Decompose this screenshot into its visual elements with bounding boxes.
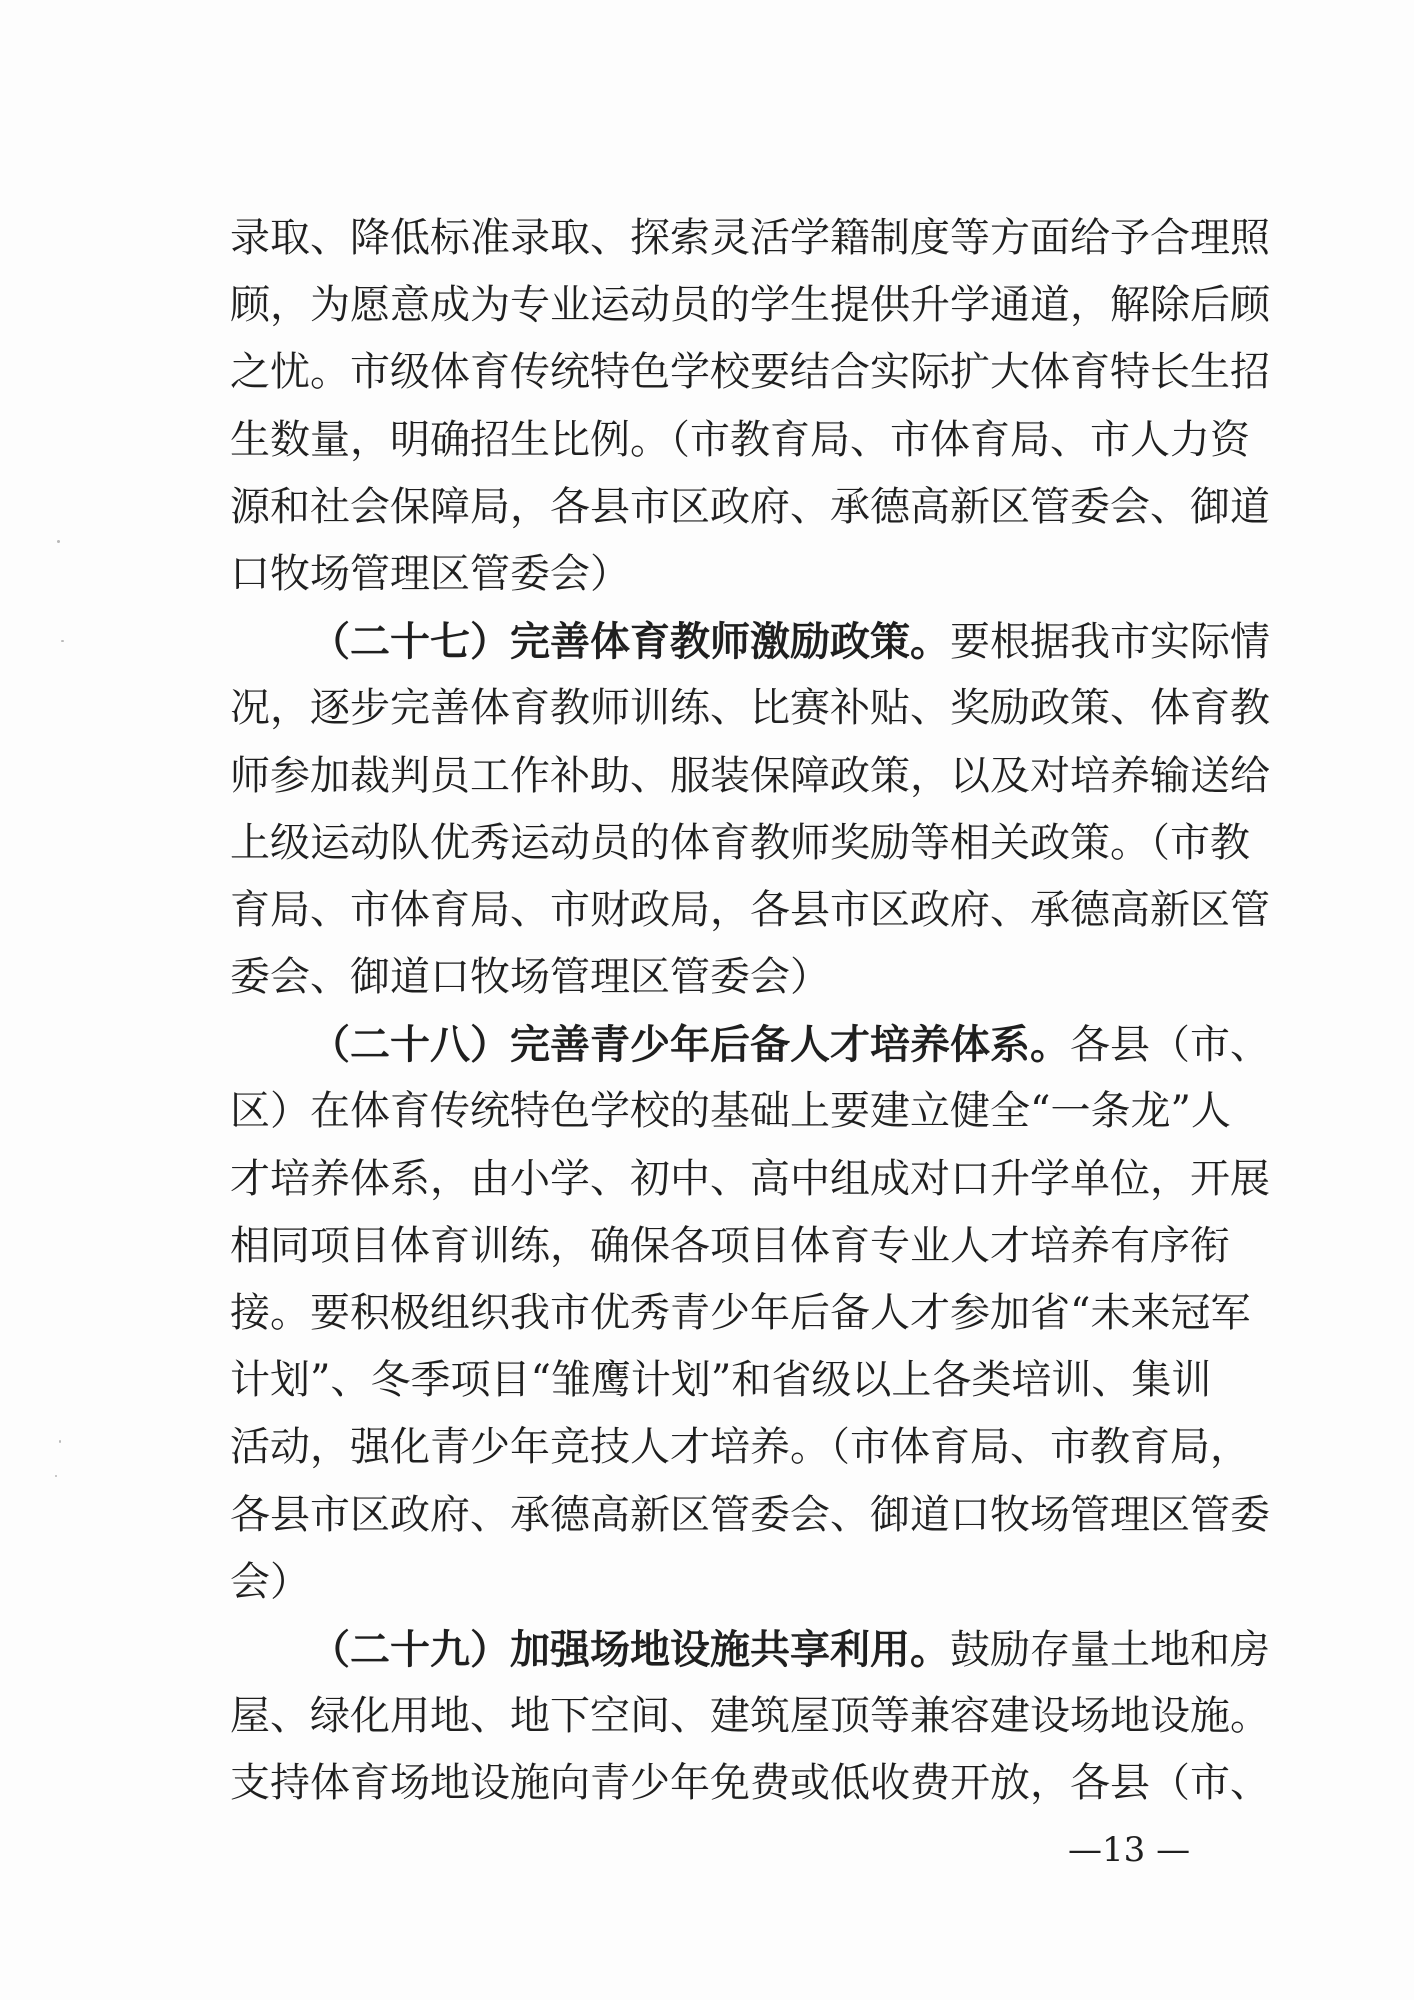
body-text xyxy=(230,205,1270,1818)
paragraph-youth-talent-system xyxy=(230,1011,1270,1616)
text-run: 各县（市、 xyxy=(1070,1022,1270,1069)
text-line: 师参加裁判员工作补助、服装保障政策，以及对培养输送给 xyxy=(230,752,1270,799)
page-number: —13 — xyxy=(1068,1830,1191,1870)
text-line: 屋、绿化用地、地下空间、建筑屋顶等兼容建设场地设施。 xyxy=(230,1693,1270,1740)
paragraph-first-line xyxy=(230,1011,1270,1078)
section-heading: （二十七）完善体育教师激励政策。 xyxy=(310,618,950,666)
paragraph-teacher-incentive xyxy=(230,608,1270,1011)
text-line: 况，逐步完善体育教师训练、比赛补贴、奖励政策、体育教 xyxy=(230,685,1270,732)
text-line: 委会、御道口牧场管理区管委会） xyxy=(230,954,830,1001)
text-line: 上级运动队优秀运动员的体育教师奖励等相关政策。（市教 xyxy=(230,819,1250,866)
paragraph-first-line xyxy=(230,608,1270,675)
text-line: 相同项目体育训练，确保各项目体育专业人才培养有序衔 xyxy=(230,1222,1230,1269)
text-line: 顾，为愿意成为专业运动员的学生提供升学通道，解除后顾 xyxy=(230,282,1270,329)
scan-speck xyxy=(59,1440,61,1443)
text-run: 要根据我市实际情 xyxy=(950,619,1270,666)
scan-speck xyxy=(57,540,60,543)
text-line: 之忧。市级体育传统特色学校要结合实际扩大体育特长生招 xyxy=(230,349,1270,396)
paragraph-facility-sharing xyxy=(230,1616,1270,1818)
text-line: 会） xyxy=(230,1558,310,1605)
text-line: 生数量，明确招生比例。（市教育局、市体育局、市人力资 xyxy=(230,416,1250,463)
text-line: 区）在体育传统特色学校的基础上要建立健全“一条龙”人 xyxy=(230,1088,1231,1135)
paragraph-first-line xyxy=(230,1616,1270,1683)
scan-speck xyxy=(61,640,64,642)
paragraph-enrollment-continuation xyxy=(230,205,1270,608)
text-line: 源和社会保障局，各县市区政府、承德高新区管委会、御道 xyxy=(230,483,1270,530)
text-run: 鼓励存量土地和房 xyxy=(950,1626,1270,1673)
text-line: 才培养体系，由小学、初中、高中组成对口升学单位，开展 xyxy=(230,1155,1270,1202)
text-line: 计划”、冬季项目“雏鹰计划”和省级以上各类培训、集训 xyxy=(230,1357,1212,1404)
section-heading: （二十八）完善青少年后备人才培养体系。 xyxy=(310,1021,1070,1069)
text-line: 口牧场管理区管委会） xyxy=(230,550,630,597)
text-line: 录取、降低标准录取、探索灵活学籍制度等方面给予合理照 xyxy=(230,215,1270,261)
text-line: 接。要积极组织我市优秀青少年后备人才参加省“未来冠军 xyxy=(230,1290,1251,1336)
text-line: 支持体育场地设施向青少年免费或低收费开放，各县（市、 xyxy=(230,1760,1270,1807)
scan-speck xyxy=(55,1475,57,1477)
text-line: 活动，强化青少年竞技人才培养。（市体育局、市教育局， xyxy=(230,1424,1250,1471)
text-line: 各县市区政府、承德高新区管委会、御道口牧场管理区管委 xyxy=(230,1491,1270,1538)
section-heading: （二十九）加强场地设施共享利用。 xyxy=(310,1625,950,1673)
text-line: 育局、市体育局、市财政局，各县市区政府、承德高新区管 xyxy=(230,886,1270,933)
